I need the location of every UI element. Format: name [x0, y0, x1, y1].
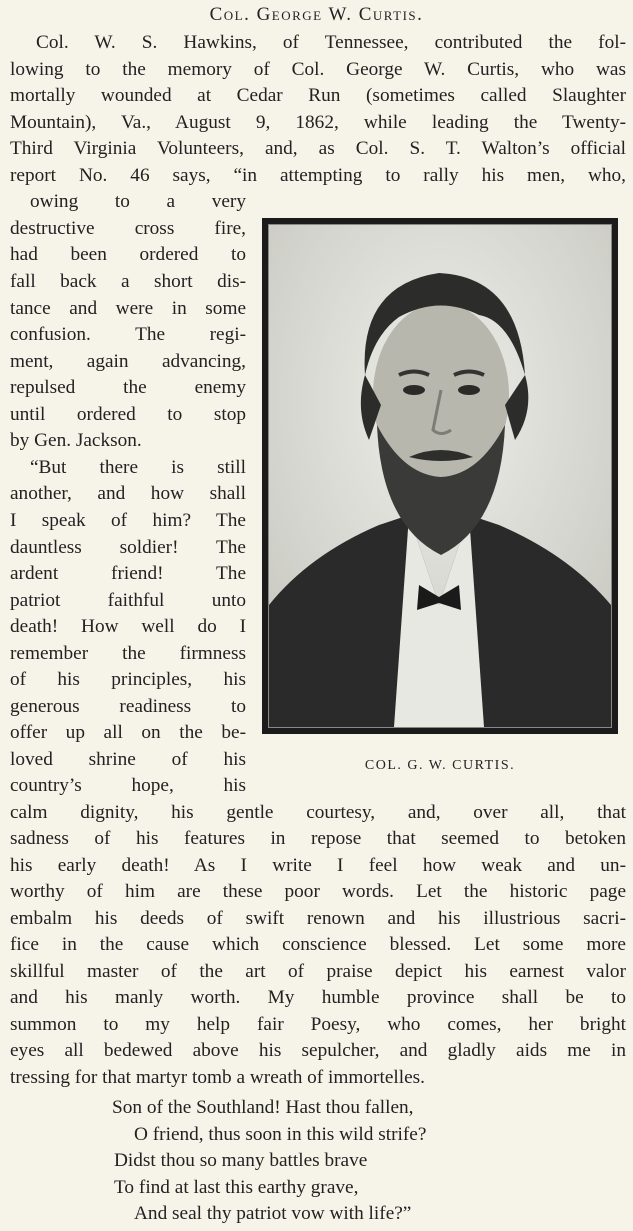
portrait-illustration [269, 225, 611, 727]
text-line: owing to a very [30, 191, 246, 212]
text-line: confusion. The regi- [10, 324, 246, 345]
text-line: report No. 46 says, “in attempting to rally his men, who, [10, 165, 626, 186]
text-line: destructive cross fire, [10, 218, 246, 239]
text-line: ardent friend! The [10, 563, 246, 584]
text-line: loved shrine of his [10, 749, 246, 770]
text-line: lowing to the memory of Col. George W. Curtis, who was [10, 59, 626, 80]
verse-line: Didst thou so many battles brave [114, 1150, 368, 1171]
portrait-caption: COL. G. W. CURTIS. [364, 758, 516, 773]
text-line: had been ordered to [10, 244, 246, 265]
article-title: Col. George W. Curtis. [209, 4, 424, 25]
text-line: repulsed the enemy [10, 377, 246, 398]
text-line: of his principles, his [10, 669, 246, 690]
text-line: skillful master of the art of praise depict his earnest valor [10, 961, 626, 982]
text-line: patriot faithful unto [10, 590, 246, 611]
text-line: generous readiness to [10, 696, 246, 717]
text-line: summon to my help fair Poesy, who comes, her bright [10, 1014, 626, 1035]
text-line: another, and how shall [10, 483, 246, 504]
text-line: mortally wounded at Cedar Run (sometimes called Slaughter [10, 85, 626, 106]
text-line: fice in the cause which conscience blessed. Let some more [10, 934, 626, 955]
text-line: sadness of his features in repose that seemed to betoken [10, 828, 626, 849]
portrait-frame [262, 218, 618, 734]
text-line: Third Virginia Volunteers, and, as Col. S. T. Walton’s official [10, 138, 626, 159]
verse-line: O friend, thus soon in this wild strife? [134, 1124, 427, 1145]
verse-line: To find at last this earthy grave, [114, 1177, 359, 1198]
text-line: eyes all bedewed above his sepulcher, and gladly aids me in [10, 1040, 626, 1061]
text-line: remember the firmness [10, 643, 246, 664]
text-line: Mountain), Va., August 9, 1862, while leading the Twenty- [10, 112, 626, 133]
text-line: ment, again advancing, [10, 351, 246, 372]
verse-line: Son of the Southland! Hast thou fallen, [112, 1097, 414, 1118]
text-line: offer up all on the be- [10, 722, 246, 743]
text-line: calm dignity, his gentle courtesy, and, over all, that [10, 802, 626, 823]
text-line: fall back a short dis- [10, 271, 246, 292]
verse-line: And seal thy patriot vow with life?” [134, 1203, 412, 1224]
text-line: country’s hope, his [10, 775, 246, 796]
text-line: embalm his deeds of swift renown and his illustrious sacri- [10, 908, 626, 929]
text-line: I speak of him? The [10, 510, 246, 531]
text-line: “But there is still [30, 457, 246, 478]
text-line: Col. W. S. Hawkins, of Tennessee, contributed the fol- [36, 32, 626, 53]
text-line: death! How well do I [10, 616, 246, 637]
text-line: by Gen. Jackson. [10, 430, 142, 451]
text-line: tressing for that martyr tomb a wreath of immortelles. [10, 1067, 425, 1088]
text-line: until ordered to stop [10, 404, 246, 425]
text-line: his early death! As I write I feel how weak and un- [10, 855, 626, 876]
text-line: worthy of him are these poor words. Let the historic page [10, 881, 626, 902]
text-line: and his manly worth. My humble province shall be to [10, 987, 626, 1008]
text-line: tance and were in some [10, 298, 246, 319]
text-line: dauntless soldier! The [10, 537, 246, 558]
portrait-photo [268, 224, 612, 728]
